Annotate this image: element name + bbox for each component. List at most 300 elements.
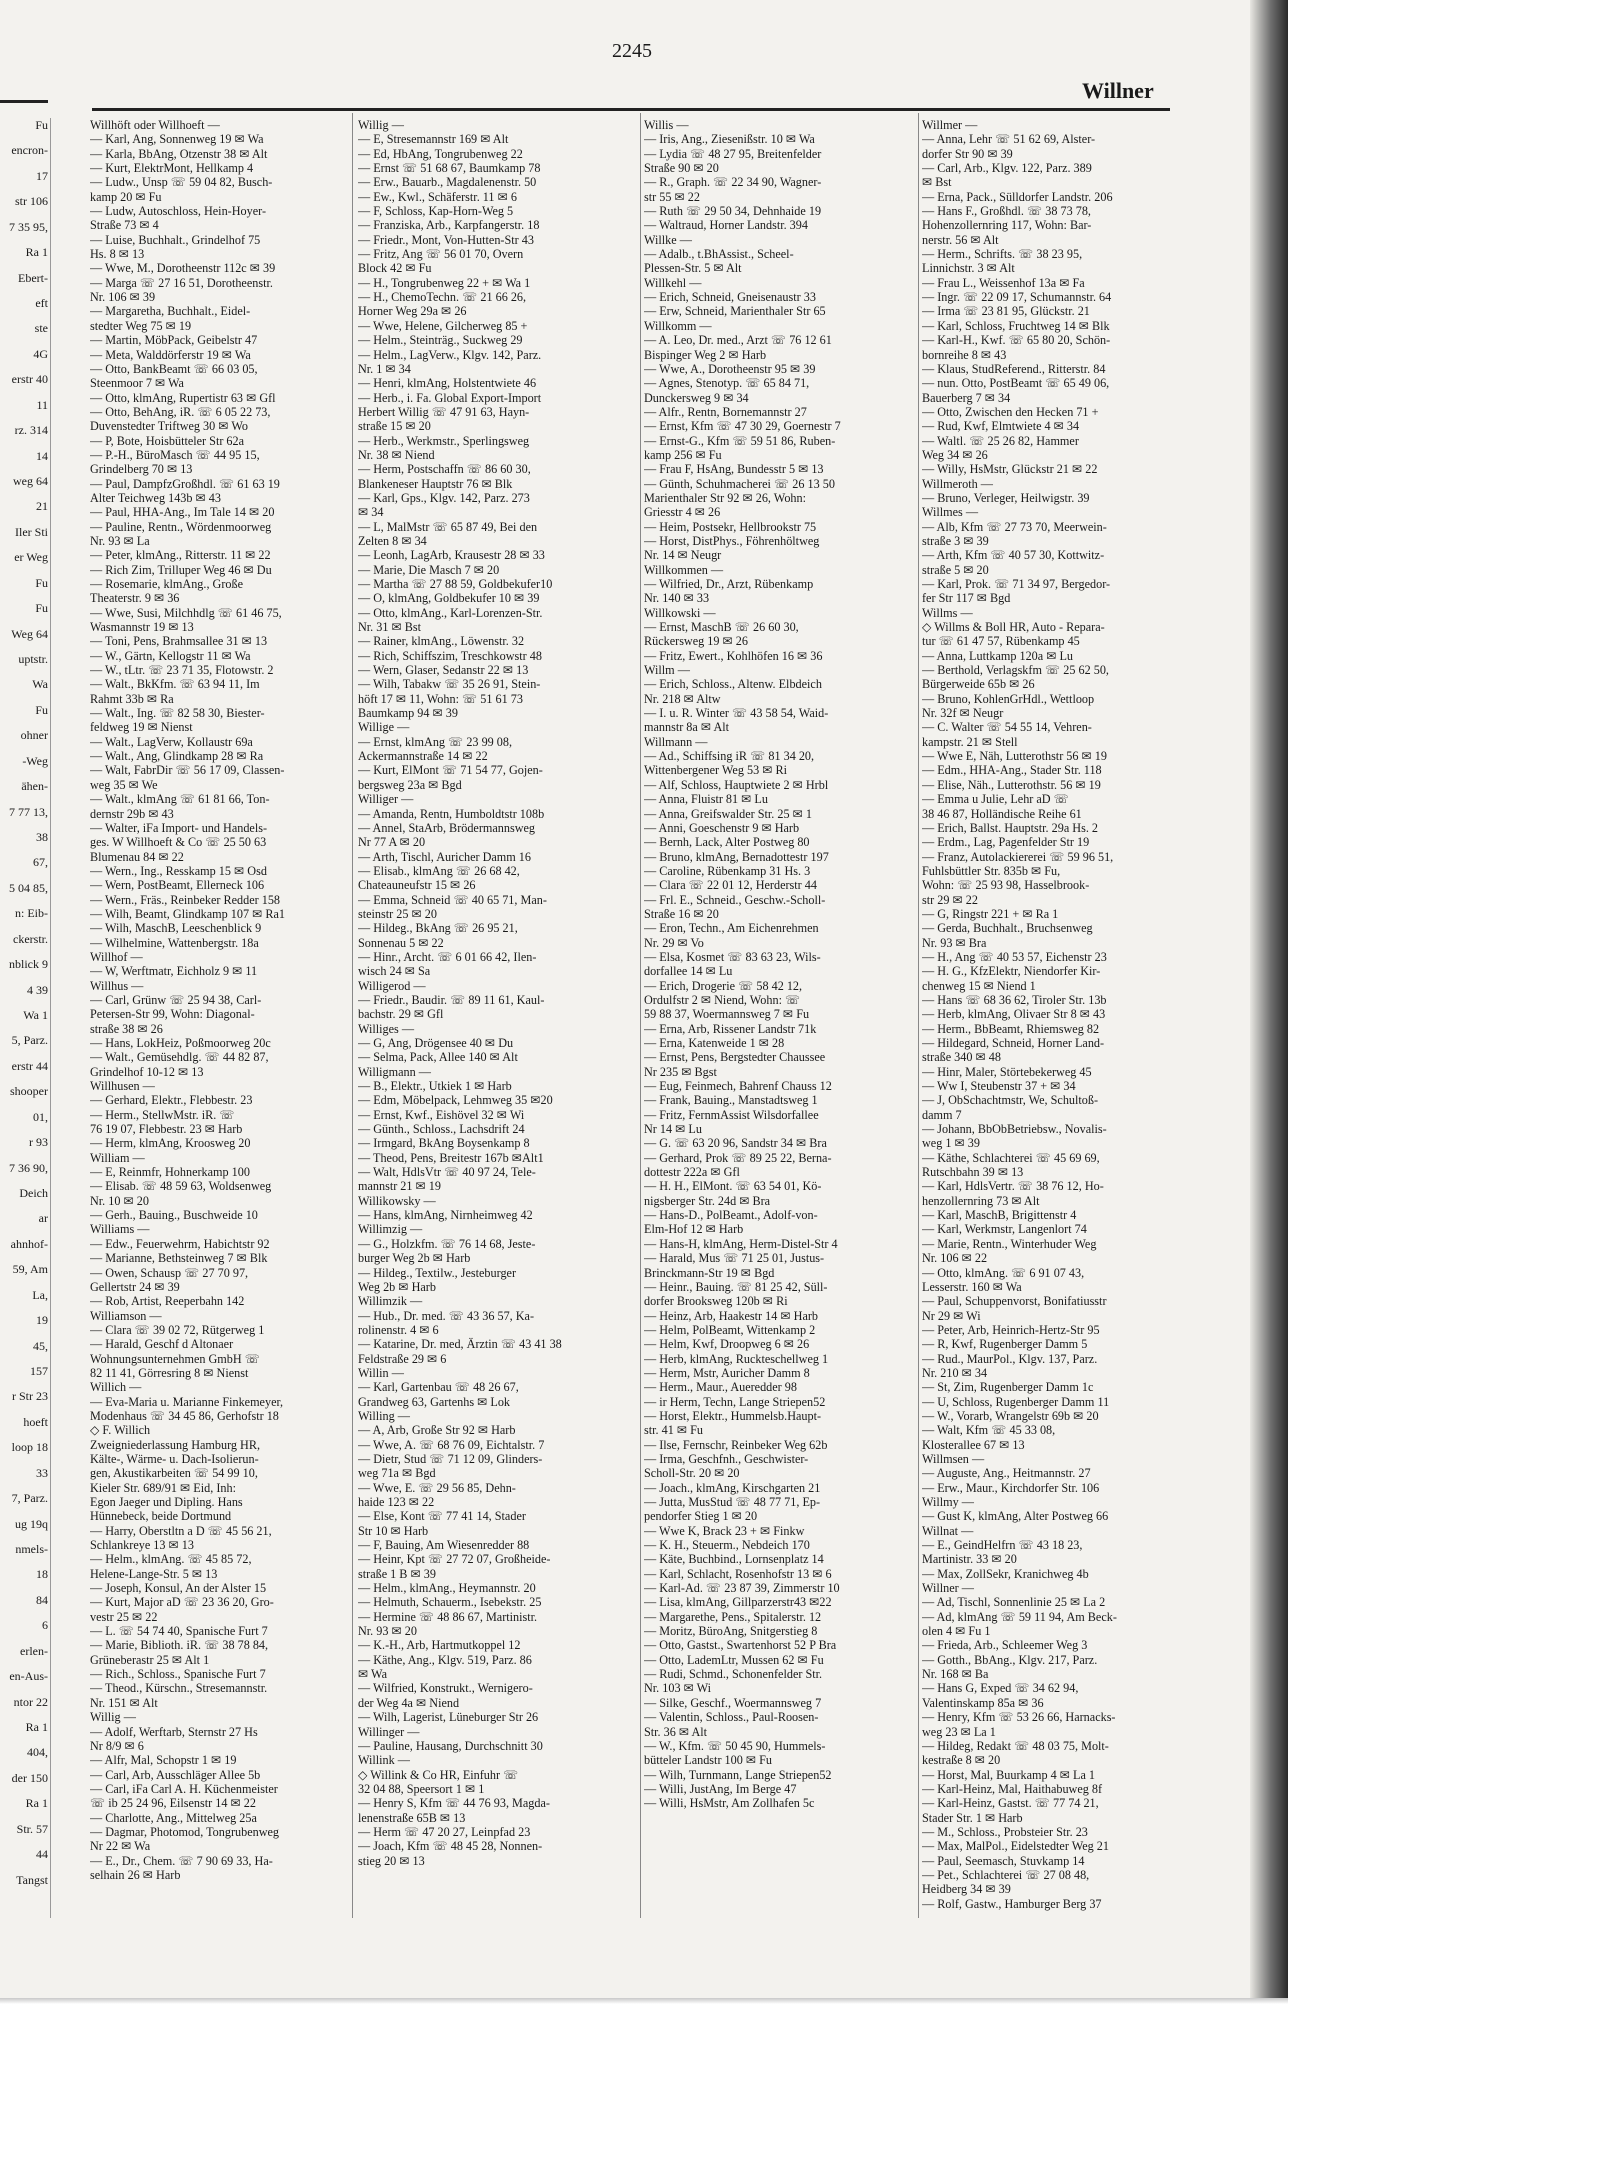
directory-entry-line: Wohn: ☏ 25 93 98, Hasselbrook-	[922, 878, 1090, 893]
directory-entry-line: — Leonh, LagArb, Krausestr 28 ✉ 33	[358, 548, 545, 563]
directory-entry-line: — nun. Otto, PostBeamt ☏ 65 49 06,	[922, 376, 1110, 391]
directory-entry-line: — Erw, Schneid, Marienthaler Str 65	[644, 304, 826, 319]
directory-entry-line: — Wilh, Tabakw ☏ 35 26 91, Stein-	[358, 677, 541, 692]
directory-entry-line: damm 7	[922, 1107, 962, 1122]
directory-entry-line: — Hans, klmAng, Nirnheimweg 42	[358, 1208, 533, 1223]
directory-entry-line: ☏ ib 25 24 96, Eilsenstr 14 ✉ 22	[90, 1796, 256, 1811]
directory-entry-line: ◇ F. Willich	[90, 1423, 151, 1438]
directory-entry-line: — Edm., HHA-Ang., Stader Str. 118	[922, 763, 1102, 778]
directory-entry-line: Kälte-, Wärme- u. Dach-Isolierun-	[90, 1451, 259, 1466]
directory-entry-line: — Hans-H, klmAng, Herm-Distel-Str 4	[644, 1236, 838, 1251]
directory-entry-line: — Wern, Glaser, Sedanstr 22 ✉ 13	[358, 663, 529, 678]
margin-fragment: en-Aus-	[9, 1669, 48, 1683]
margin-fragment: 18	[36, 1567, 48, 1581]
directory-entry-line: — Erich, Schloss., Altenw. Elbdeich	[644, 677, 822, 692]
directory-entry-line: — Hermine ☏ 48 86 67, Martinistr.	[358, 1609, 538, 1624]
directory-entry-line: — Carl, Arb, Ausschläger Allee 5b	[90, 1767, 261, 1782]
directory-entry-line: — Karl, Werkmstr, Langenlort 74	[922, 1222, 1087, 1237]
directory-entry-line: Griesstr 4 ✉ 26	[644, 505, 721, 520]
directory-entry-line: — Herb, klmAng, Ruckteschellweg 1	[644, 1351, 829, 1366]
directory-entry-line: — Harry, Oberstltn a D ☏ 45 56 21,	[90, 1523, 272, 1538]
directory-entry-line: — Walt., LagVerw, Kollaustr 69a	[90, 734, 253, 749]
directory-entry-line: Wasmannstr 19 ✉ 13	[90, 620, 194, 635]
directory-entry-line: dorfer Str 90 ✉ 39	[922, 146, 1013, 161]
margin-fragment: 7 36 90,	[9, 1161, 48, 1175]
directory-entry-line: olen 4 ✉ Fu 1	[922, 1624, 991, 1639]
directory-entry-line: — Wern, PostBeamt, Ellerneck 106	[90, 878, 265, 893]
directory-entry-line: — Karl, Schlacht, Rosenhofstr 13 ✉ 6	[644, 1566, 832, 1581]
directory-entry-line: Linnichstr. 3 ✉ Alt	[922, 261, 1015, 276]
directory-entry-line: — Karl, HdlsVertr. ☏ 38 76 12, Ho-	[922, 1179, 1104, 1194]
directory-entry-line: Willkomm —	[644, 318, 712, 333]
directory-entry-line: — Alfr., Rentn, Bornemannstr 27	[644, 404, 807, 419]
directory-entry-line: — Wwe, A. ☏ 68 76 09, Eichtalstr. 7	[358, 1437, 545, 1452]
directory-entry-line: — Carl, Arb., Klgv. 122, Parz. 389	[922, 161, 1092, 176]
directory-entry-line: nerstr. 56 ✉ Alt	[922, 232, 999, 247]
directory-entry-line: straße 38 ✉ 26	[90, 1021, 163, 1036]
margin-fragment: 17	[36, 169, 48, 183]
margin-fragment: er Weg	[14, 550, 48, 564]
directory-entry-line: mannstr 21 ✉ 19	[358, 1179, 441, 1194]
directory-entry-line: — W., Gärtn, Kellogstr 11 ✉ Wa	[90, 648, 251, 663]
directory-entry-line: Willimzig —	[358, 1222, 423, 1237]
directory-entry-line: — Hub., Dr. med. ☏ 43 36 57, Ka-	[358, 1308, 535, 1323]
directory-entry-line: — Wwe K, Brack 23 + ✉ Finkw	[644, 1523, 805, 1538]
directory-entry-line: — Walt., Ang, Glindkamp 28 ✉ Ra	[90, 749, 264, 764]
margin-fragment: str 106	[15, 194, 48, 208]
directory-entry-line: — Irma ☏ 23 81 95, Glückstr. 21	[922, 304, 1090, 319]
directory-entry-line: — Frau L., Weissenhof 13a ✉ Fa	[922, 275, 1085, 290]
directory-entry-line: Nr. 93 ✉ Bra	[922, 935, 987, 950]
margin-fragment: -Weg	[22, 754, 48, 768]
directory-entry-line: 59 88 37, Woermannsweg 7 ✉ Fu	[644, 1007, 810, 1022]
directory-entry-line: — W., tLtr. ☏ 23 71 35, Flotowstr. 2	[90, 663, 274, 678]
directory-entry-line: Schlankreye 13 ✉ 13	[90, 1538, 194, 1553]
directory-entry-line: Theaterstr. 9 ✉ 36	[90, 591, 180, 606]
directory-entry-line: Modenhaus ☏ 34 45 86, Gerhofstr 18	[90, 1408, 279, 1423]
directory-entry-line: — Willy, HsMstr, Glückstr 21 ✉ 22	[922, 462, 1098, 477]
directory-entry-line: Block 42 ✉ Fu	[358, 261, 432, 276]
directory-entry-line: Rahmt 33b ✉ Ra	[90, 691, 174, 706]
directory-entry-line: — Edm, Möbelpack, Lehmweg 35 ✉20	[358, 1093, 553, 1108]
margin-fragment: 44	[36, 1847, 48, 1861]
directory-entry-line: Marienthaler Str 92 ✉ 26, Wohn:	[644, 490, 807, 505]
directory-entry-line: — Alfr, Mal, Schopstr 1 ✉ 19	[90, 1753, 237, 1768]
directory-entry-line: — Otto, Zwischen den Hecken 71 +	[922, 404, 1099, 419]
directory-entry-line: — Joach, Kfm ☏ 48 45 28, Nonnen-	[358, 1839, 543, 1854]
directory-entry-line: — Ernst, MaschB ☏ 26 60 30,	[644, 620, 799, 635]
directory-entry-line: — Herb., i. Fa. Global Export-Import	[358, 390, 542, 405]
directory-entry-line: — Luise, Buchhalt., Grindelhof 75	[90, 232, 261, 247]
directory-entry-line: — Adalb., t.BhAssist., Scheel-	[644, 247, 794, 262]
running-head: Willner	[1082, 78, 1154, 103]
directory-entry-line: — Anna, Fluistr 81 ✉ Lu	[644, 792, 768, 807]
directory-entry-line: — B., Elektr., Utkiek 1 ✉ Harb	[358, 1079, 512, 1094]
margin-fragment: der 150	[11, 1771, 48, 1785]
directory-entry-line: — Katarine, Dr. med, Ärztin ☏ 43 41 38	[358, 1337, 562, 1352]
directory-entry-line: — Herm., BbBeamt, Rhiemsweg 82	[922, 1021, 1100, 1036]
directory-entry-line: — Helm, Kwf, Droopweg 6 ✉ 26	[644, 1337, 810, 1352]
directory-entry-line: Wohnungsunternehmen GmbH ☏	[90, 1351, 260, 1366]
directory-entry-line: Willmer —	[922, 118, 978, 132]
directory-entry-line: — Paul, HHA-Ang., Im Tale 14 ✉ 20	[90, 505, 275, 520]
directory-entry-line: — Walt., klmAng ☏ 61 81 66, Ton-	[90, 792, 270, 807]
directory-entry-line: Nr 8/9 ✉ 6	[90, 1738, 144, 1753]
directory-entry-line: — Rich Zim, Trilluper Weg 46 ✉ Du	[90, 562, 272, 577]
directory-entry-line: — W., Vorarb, Wrangelstr 69b ✉ 20	[922, 1408, 1099, 1423]
directory-entry-line: selhain 26 ✉ Harb	[90, 1867, 181, 1882]
directory-entry-line: Dunckersweg 9 ✉ 34	[644, 390, 749, 405]
directory-entry-line: Willmy —	[922, 1495, 974, 1509]
directory-entry-line: — Karl, Schloss, Fruchtweg 14 ✉ Blk	[922, 318, 1110, 333]
directory-entry-line: str 55 ✉ 22	[644, 189, 700, 204]
directory-entry-line: — Waltraud, Horner Landstr. 394	[644, 218, 808, 233]
margin-fragment: 67,	[33, 855, 48, 869]
directory-entry-line: straße 5 ✉ 20	[922, 562, 989, 577]
directory-entry-line: — Eron, Techn., Am Eichenrehmen	[644, 921, 819, 936]
directory-entry-line: — Willi, HsMstr, Am Zollhafen 5c	[644, 1796, 815, 1811]
directory-entry-line: — Peter, klmAng., Ritterstr. 11 ✉ 22	[90, 548, 271, 563]
directory-entry-line: Nr. 140 ✉ 33	[644, 591, 710, 606]
directory-entry-line: — Johann, BbObBetriebsw., Novalis-	[922, 1122, 1107, 1137]
directory-entry-line: — Gerhard, Elektr., Flebbestr. 23	[90, 1093, 253, 1108]
directory-entry-line: — G, Ringstr 221 + ✉ Ra 1	[922, 906, 1059, 921]
directory-entry-line: Valentinskamp 85a ✉ 36	[922, 1695, 1044, 1710]
directory-entry-line: — Wilh, Turnmann, Lange Striepen52	[644, 1767, 832, 1782]
directory-entry-line: ◇ Willms & Boll HR, Auto - Repara-	[922, 620, 1105, 635]
directory-entry-line: wisch 24 ✉ Sa	[358, 964, 431, 979]
directory-entry-line: Nr 22 ✉ Wa	[90, 1839, 151, 1854]
column-rule	[352, 113, 353, 1918]
directory-entry-line: weg 1 ✉ 39	[922, 1136, 980, 1151]
directory-entry-line: Grindelberg 70 ✉ 13	[90, 462, 193, 477]
directory-entry-line: — Otto, Gastst., Swartenhorst 52 P Bra	[644, 1638, 837, 1653]
margin-fragment: Fu	[35, 601, 48, 615]
directory-entry-line: bütteler Landstr 100 ✉ Fu	[644, 1753, 773, 1768]
directory-entry-line: — Berthold, Verlagskfm ☏ 25 62 50,	[922, 663, 1109, 678]
directory-entry-line: — Rud, Kwf, Elmtwiete 4 ✉ 34	[922, 419, 1080, 434]
directory-entry-line: — Ed, HbAng, Tongrubenweg 22	[358, 146, 523, 161]
directory-entry-line: — R, Kwf, Rugenberger Damm 5	[922, 1337, 1088, 1352]
directory-entry-line: — Wilhelmine, Wattenbergstr. 18a	[90, 935, 259, 950]
margin-fragment: r Str 23	[12, 1389, 48, 1403]
directory-entry-line: — Selma, Pack, Allee 140 ✉ Alt	[358, 1050, 518, 1065]
directory-entry-line: — Hans, LokHeiz, Poßmoorweg 20c	[90, 1036, 271, 1050]
directory-entry-line: — Jutta, MusStud ☏ 48 77 71, Ep-	[644, 1495, 821, 1509]
directory-entry-line: Willigmann —	[358, 1064, 431, 1079]
directory-entry-line: — F, Bauing, Am Wiesenredder 88	[358, 1538, 530, 1553]
directory-column-1	[90, 118, 345, 1918]
directory-entry-line: — Bruno, KohlenGrHdl., Wettloop	[922, 691, 1095, 706]
directory-entry-line: Willkowski —	[644, 605, 716, 620]
directory-entry-line: — Paul, Seemasch, Stuvkamp 14	[922, 1853, 1085, 1868]
directory-entry-line: — Wern., Fräs., Reinbeker Redder 158	[90, 892, 281, 907]
directory-entry-line: — Waltl. ☏ 25 26 82, Hammer	[922, 433, 1079, 448]
directory-entry-line: — Walt., BkKfm. ☏ 63 94 11, Im	[90, 677, 260, 692]
directory-entry-line: — Rosemarie, klmAng., Große	[90, 577, 243, 591]
directory-entry-line: Petersen-Str 99, Wohn: Diagonal-	[90, 1007, 255, 1022]
directory-entry-line: — Fritz, FernmAssist Wilsdorfallee	[644, 1107, 819, 1122]
directory-entry-line: — Martha ☏ 27 88 59, Goldbekufer10	[358, 577, 553, 591]
directory-entry-line: Baumkamp 94 ✉ 39	[358, 706, 458, 721]
directory-entry-line: Willimzik —	[358, 1294, 423, 1309]
directory-column-4	[922, 118, 1177, 1918]
directory-entry-line: Alter Teichweg 143b ✉ 43	[90, 490, 221, 505]
directory-entry-line: — Herm, klmAng, Kroosweg 20	[90, 1136, 251, 1151]
directory-entry-line: — Ernst-G., Kfm ☏ 59 51 86, Ruben-	[644, 433, 836, 448]
directory-entry-line: — W, Werftmatr, Eichholz 9 ✉ 11	[90, 964, 258, 979]
directory-entry-line: — Iris, Ang., Ziesenißstr. 10 ✉ Wa	[644, 132, 815, 147]
directory-entry-line: Weg 34 ✉ 26	[922, 447, 988, 462]
directory-entry-line: — Walt, HdlsVtr ☏ 40 97 24, Tele-	[358, 1165, 536, 1180]
directory-entry-line: — Karl-H., Kwf. ☏ 65 80 20, Schön-	[922, 333, 1111, 348]
margin-fragment: Deich	[19, 1186, 48, 1200]
directory-entry-line: — Käthe, Schlachterei ☏ 45 69 69,	[922, 1150, 1100, 1165]
margin-fragment: n: Eib-	[15, 906, 48, 920]
directory-entry-line: — Otto, BehAng, iR. ☏ 6 05 22 73,	[90, 404, 271, 419]
directory-entry-line: — Harald, Mus ☏ 71 25 01, Justus-	[644, 1251, 825, 1266]
directory-entry-line: — Rudi, Schmd., Schonenfelder Str.	[644, 1667, 823, 1682]
directory-entry-line: höft 17 ✉ 11, Wohn: ☏ 51 61 73	[358, 691, 523, 706]
margin-fragment: 157	[30, 1364, 48, 1378]
directory-entry-line: ✉ Wa	[358, 1667, 387, 1682]
directory-entry-line: — ir Herm, Techn, Lange Striepen52	[644, 1394, 826, 1409]
margin-fragment: nblick 9	[9, 957, 48, 971]
directory-entry-line: — Henry, Kfm ☏ 53 26 66, Harnacks-	[922, 1710, 1116, 1725]
margin-fragment: Ra 1	[25, 1720, 48, 1734]
directory-entry-line: — Horst, DistPhys., Föhrenhöltweg	[644, 533, 820, 548]
directory-entry-line: fer Str 117 ✉ Bgd	[922, 591, 1011, 606]
directory-entry-line: — Irmgard, BkAng Boysenkamp 8	[358, 1136, 530, 1151]
directory-entry-line: Grandweg 63, Gartenhs ✉ Lok	[358, 1394, 511, 1409]
directory-entry-line: weg 71a ✉ Bgd	[358, 1466, 436, 1481]
directory-entry-line: — Günth., Schloss., Lachsdrift 24	[358, 1122, 525, 1137]
directory-entry-line: — Wilh, Beamt, Glindkamp 107 ✉ Ra1	[90, 906, 285, 921]
directory-entry-line: — H. H., ElMont. ☏ 63 54 01, Kö-	[644, 1179, 822, 1194]
directory-entry-line: — Kurt, ElektrMont, Hellkamp 4	[90, 161, 254, 176]
directory-entry-line: — Ernst, klmAng ☏ 23 99 08,	[358, 734, 513, 749]
directory-entry-line: — Gerhard, Prok ☏ 89 25 22, Berna-	[644, 1150, 832, 1165]
directory-entry-line: — G., Holzkfm. ☏ 76 14 68, Jeste-	[358, 1236, 536, 1251]
margin-fragment: 5 04 85,	[9, 881, 48, 895]
directory-entry-line: Willner —	[922, 1581, 974, 1596]
directory-entry-line: Nr. 31 ✉ Bst	[358, 620, 422, 635]
directory-entry-line: — I. u. R. Winter ☏ 43 58 54, Waid-	[644, 706, 829, 721]
directory-entry-line: Helene-Lange-Str. 5 ✉ 13	[90, 1566, 218, 1581]
directory-entry-line: — Emma u Julie, Lehr aD ☏	[922, 792, 1069, 807]
directory-entry-line: — Wern., Ing., Resskamp 15 ✉ Osd	[90, 863, 267, 878]
margin-fragment: Fu	[35, 703, 48, 717]
directory-entry-line: — Karl, Gartenbau ☏ 48 26 67,	[358, 1380, 519, 1395]
directory-entry-line: kamp 20 ✉ Fu	[90, 189, 162, 204]
directory-entry-line: — Elsa, Kosmet ☏ 83 63 23, Wils-	[644, 949, 821, 964]
directory-entry-line: Bispinger Weg 2 ✉ Harb	[644, 347, 767, 362]
directory-entry-line: — Elisab., klmAng ☏ 26 68 42,	[358, 863, 520, 878]
margin-fragment: r 93	[29, 1135, 48, 1149]
page-number: 2245	[612, 40, 652, 62]
directory-entry-line: — Horst, Mal, Buurkamp 4 ✉ La 1	[922, 1767, 1096, 1782]
directory-entry-line: — Lisa, klmAng, Gillparzerstr43 ✉22	[644, 1595, 832, 1610]
directory-entry-line: Willmes —	[922, 505, 979, 520]
directory-entry-line: dottestr 222a ✉ Gfl	[644, 1165, 740, 1180]
directory-entry-line: — Arth, Tischl, Auricher Damm 16	[358, 849, 531, 864]
directory-entry-line: — Helmuth, Schauerm., Isebekstr. 25	[358, 1595, 542, 1610]
directory-entry-line: 38 46 87, Holländische Reihe 61	[922, 806, 1082, 821]
directory-entry-line: — C. Walter ☏ 54 55 14, Vehren-	[922, 720, 1092, 735]
directory-entry-line: — St, Zim, Rugenberger Damm 1c	[922, 1380, 1094, 1395]
directory-entry-line: — Silke, Geschf., Woermannsweg 7	[644, 1695, 822, 1710]
directory-entry-line: chenweg 15 ✉ Niend 1	[922, 978, 1036, 993]
margin-fragment: La,	[32, 1288, 48, 1302]
directory-entry-line: — Wwe, M., Dorotheenstr 112c ✉ 39	[90, 261, 276, 276]
directory-entry-line: pendorfer Stieg 1 ✉ 20	[644, 1509, 758, 1524]
directory-entry-line: — Helm., klmAng., Heymannstr. 20	[358, 1581, 536, 1596]
directory-entry-line: — Helm., klmAng. ☏ 45 85 72,	[90, 1552, 252, 1567]
margin-fragment: 6	[42, 1618, 48, 1632]
directory-entry-line: — Gerh., Bauing., Buschweide 10	[90, 1208, 258, 1223]
directory-entry-line: — Ernst, Pens, Bergstedter Chaussee	[644, 1050, 826, 1065]
margin-fragment: 59, Am	[12, 1262, 48, 1276]
directory-entry-line: Willin —	[358, 1365, 404, 1380]
directory-entry-line: Weg 2b ✉ Harb	[358, 1279, 436, 1294]
directory-entry-line: Brinckmann-Str 19 ✉ Bgd	[644, 1265, 775, 1280]
directory-entry-line: — Carl, iFa Carl A. H. Küchenmeister	[90, 1781, 278, 1796]
directory-entry-line: Willig —	[90, 1710, 136, 1725]
directory-entry-line: — Clara ☏ 39 02 72, Rütgerweg 1	[90, 1322, 265, 1337]
directory-entry-line: — Friedr., Baudir. ☏ 89 11 61, Kaul-	[358, 992, 545, 1007]
directory-entry-line: — Ernst ☏ 51 68 67, Baumkamp 78	[358, 161, 541, 176]
directory-entry-line: — Erw., Maur., Kirchdorfer Str. 106	[922, 1480, 1100, 1495]
directory-entry-line: — Edw., Feuerwehrm, Habichtstr 92	[90, 1236, 270, 1251]
column-rule	[640, 113, 641, 1918]
directory-entry-line: Hs. 8 ✉ 13	[90, 247, 145, 262]
directory-entry-line: lenenstraße 65B ✉ 13	[358, 1810, 466, 1825]
directory-entry-line: — Heinr., Bauing. ☏ 81 25 42, Süll-	[644, 1279, 828, 1294]
directory-entry-line: Nr 14 ✉ Lu	[644, 1122, 702, 1137]
directory-entry-line: henzollernring 73 ✉ Alt	[922, 1193, 1040, 1208]
directory-entry-line: — Joach., klmAng, Kirschgarten 21	[644, 1480, 821, 1495]
directory-entry-line: Ordulfstr 2 ✉ Niend, Wohn: ☏	[644, 992, 801, 1007]
margin-fragment: 5, Parz.	[11, 1033, 48, 1047]
header-rule-left	[0, 100, 48, 103]
directory-entry-line: Bauerberg 7 ✉ 34	[922, 390, 1011, 405]
margin-fragment: 404,	[27, 1745, 48, 1759]
directory-entry-line: — Heim, Postsekr, Hellbrookstr 75	[644, 519, 817, 534]
directory-entry-line: Willink —	[358, 1753, 410, 1768]
directory-entry-line: — Harald, Geschf d Altonaer	[90, 1337, 234, 1352]
directory-entry-line: straße 340 ✉ 48	[922, 1050, 1001, 1065]
margin-fragment: ug 19q	[15, 1517, 48, 1531]
directory-entry-line: — Kurt, ElMont ☏ 71 54 77, Gojen-	[358, 763, 543, 778]
margin-fragment: ar	[38, 1211, 48, 1225]
directory-entry-line: — Friedr., Mont, Von-Hutten-Str 43	[358, 232, 534, 247]
directory-entry-line: Nr. 218 ✉ Altw	[644, 691, 721, 706]
directory-entry-line: Willke —	[644, 232, 692, 247]
directory-entry-line: — Hans G, Exped ☏ 34 62 94,	[922, 1681, 1079, 1696]
margin-fragment: nmels-	[15, 1542, 48, 1556]
directory-entry-line: stedter Weg 75 ✉ 19	[90, 318, 192, 333]
directory-entry-line: Willinger —	[358, 1724, 420, 1739]
directory-entry-line: — Wwe E, Näh, Lutterothstr 56 ✉ 19	[922, 749, 1107, 764]
directory-entry-line: — Annel, StaArb, Brödermannsweg	[358, 820, 536, 835]
directory-entry-line: Martinistr. 33 ✉ 20	[922, 1552, 1017, 1567]
directory-entry-line: — Wwe, Helene, Gilcherweg 85 +	[358, 318, 528, 333]
directory-entry-line: — F, Schloss, Kap-Horn-Weg 5	[358, 204, 514, 219]
directory-entry-line: — Moritz, BüroAng, Snitgerstieg 8	[644, 1624, 818, 1639]
directory-entry-line: — Herm, Postschaffn ☏ 86 60 30,	[358, 462, 531, 477]
margin-fragment: uptstr.	[18, 652, 48, 666]
directory-entry-line: Nr. 93 ✉ 20	[358, 1624, 417, 1639]
directory-entry-line: — Erna, Katenweide 1 ✉ 28	[644, 1036, 785, 1050]
directory-entry-line: Lesserstr. 160 ✉ Wa	[922, 1279, 1022, 1294]
directory-entry-line: — Ad, klmAng ☏ 59 11 94, Am Beck-	[922, 1609, 1117, 1624]
directory-entry-line: Willige —	[358, 720, 410, 735]
directory-entry-line: tur ☏ 61 47 57, Rübenkamp 45	[922, 634, 1080, 649]
margin-fragment: Weg 64	[11, 627, 48, 641]
directory-entry-line: rolinenstr. 4 ✉ 6	[358, 1322, 439, 1337]
directory-entry-line: — Henry S, Kfm ☏ 44 76 93, Magda-	[358, 1796, 550, 1811]
directory-entry-line: — Erna, Pack., Sülldorfer Landstr. 206	[922, 189, 1113, 204]
directory-entry-line: — Walt, FabrDir ☏ 56 17 09, Classen-	[90, 763, 285, 778]
margin-fragment: Str. 57	[16, 1822, 48, 1836]
directory-entry-line: mannstr 8a ✉ Alt	[644, 720, 730, 735]
directory-entry-line: Grindelhof 10-12 ✉ 13	[90, 1064, 204, 1079]
directory-entry-line: steinstr 25 ✉ 20	[358, 906, 437, 921]
directory-entry-line: bornreihe 8 ✉ 43	[922, 347, 1007, 362]
margin-fragment: weg 64	[13, 474, 48, 488]
directory-entry-line: haide 123 ✉ 22	[358, 1495, 435, 1509]
margin-fragment: 01,	[33, 1110, 48, 1124]
margin-fragment: eft	[35, 296, 48, 310]
directory-entry-line: — Horst, Elektr., Hummelsb.Haupt-	[644, 1408, 822, 1423]
margin-fragment: encron-	[11, 143, 48, 157]
directory-entry-line: Willmsen —	[922, 1451, 985, 1466]
directory-entry-line: gen, Akustikarbeiten ☏ 54 99 10,	[90, 1466, 258, 1481]
directory-entry-line: — K.-H., Arb, Hartmutkoppel 12	[358, 1638, 521, 1653]
directory-entry-line: Nr. 1 ✉ 34	[358, 361, 411, 376]
margin-fragment: 11	[36, 398, 48, 412]
directory-entry-line: — Paul, Schuppenvorst, Bonifatiusstr	[922, 1294, 1107, 1309]
directory-entry-line: — Anna, Lehr ☏ 51 62 69, Alster-	[922, 132, 1096, 147]
directory-entry-line: — Else, Kont ☏ 77 41 14, Stader	[358, 1509, 526, 1524]
directory-entry-line: — Herm., StellwMstr. iR. ☏	[90, 1107, 235, 1122]
directory-entry-line: ✉ 34	[358, 505, 384, 520]
directory-entry-line: Nr. 106 ✉ 22	[922, 1251, 988, 1266]
margin-fragment: Tangst	[16, 1873, 48, 1887]
margin-fragment: erstr 44	[11, 1059, 48, 1073]
directory-entry-line: — Ingr. ☏ 22 09 17, Schumannstr. 64	[922, 290, 1112, 305]
directory-entry-line: — Meta, Walddörferstr 19 ✉ Wa	[90, 347, 251, 362]
directory-entry-line: — Marga ☏ 27 16 51, Dorotheenstr.	[90, 275, 273, 290]
directory-entry-line: — Rich., Schloss., Spanische Furt 7	[90, 1667, 266, 1682]
directory-entry-line: nigsberger Str. 24d ✉ Bra	[644, 1193, 771, 1208]
directory-entry-line: Bürgerweide 65b ✉ 26	[922, 677, 1035, 692]
directory-entry-line: Nr 77 A ✉ 20	[358, 835, 426, 850]
directory-entry-line: Nr. 168 ✉ Ba	[922, 1667, 989, 1682]
directory-entry-line: — Valentin, Schloss., Paul-Roosen-	[644, 1710, 819, 1725]
directory-entry-line: Chateauneufstr 15 ✉ 26	[358, 878, 476, 893]
directory-entry-line: — Margarethe, Pens., Spitalerstr. 12	[644, 1609, 822, 1624]
directory-entry-line: weg 35 ✉ We	[90, 777, 158, 792]
directory-entry-line: — E, Reinmfr, Hohnerkamp 100	[90, 1165, 250, 1180]
directory-entry-line: Straße 90 ✉ 20	[644, 161, 719, 176]
directory-entry-line: — E., GeindHelfrn ☏ 43 18 23,	[922, 1538, 1083, 1553]
directory-entry-line: — Willi, JustAng, Im Berge 47	[644, 1781, 797, 1796]
directory-entry-line: Kieler Str. 689/91 ✉ Eid, Inh:	[90, 1480, 236, 1495]
directory-entry-line: — Bernh, Lack, Alter Postweg 80	[644, 835, 810, 850]
directory-entry-line: — Hinr., Archt. ☏ 6 01 66 42, Ilen-	[358, 949, 537, 964]
directory-entry-line: 76 19 07, Flebbestr. 23 ✉ Harb	[90, 1122, 243, 1137]
